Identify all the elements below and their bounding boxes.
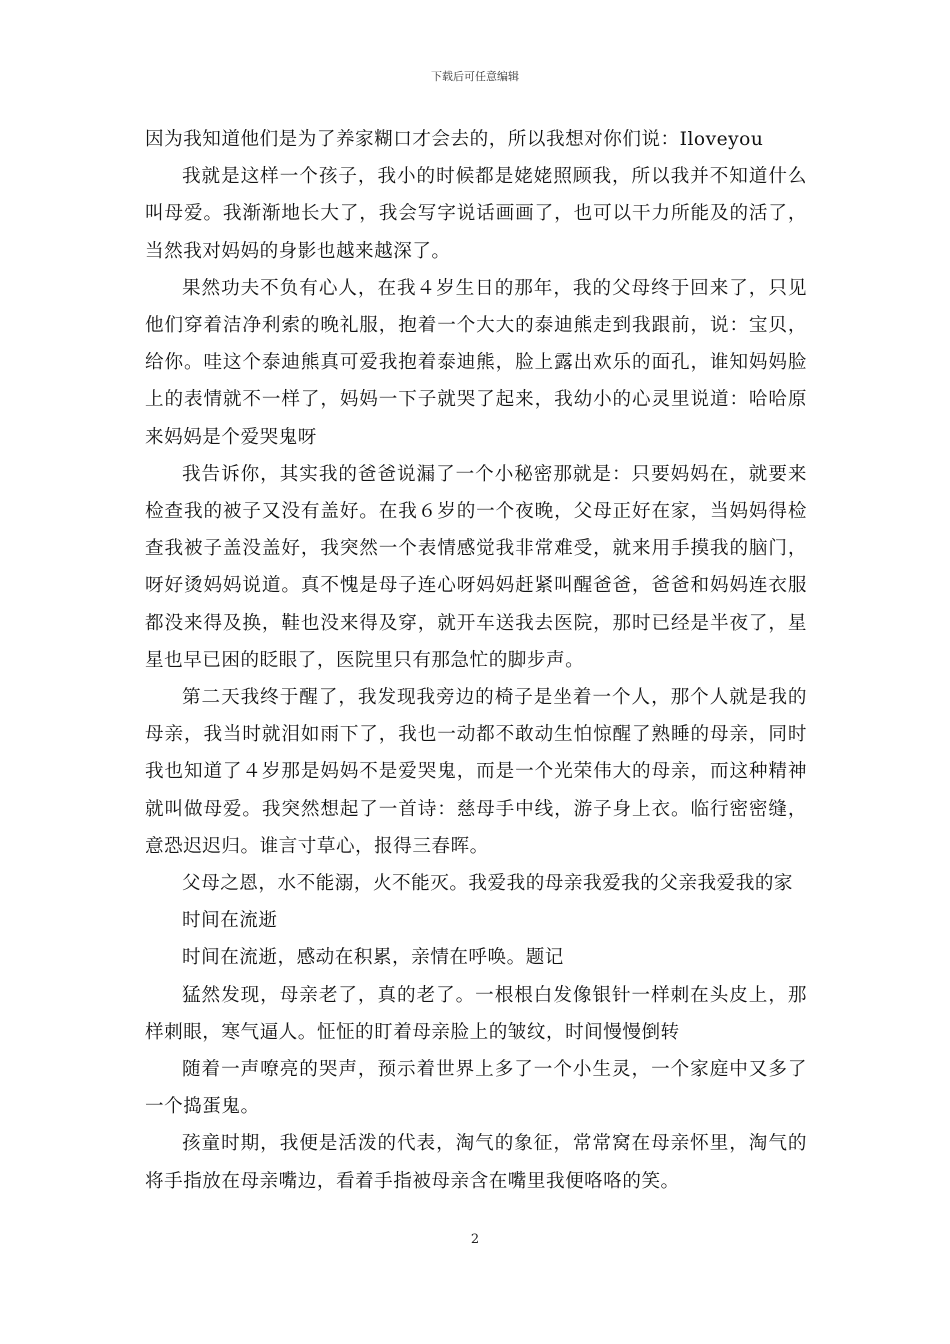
section-title: 时间在流逝	[182, 910, 278, 932]
document-body	[145, 121, 807, 1200]
paragraph-3: 果然功夫不负有心人，在我４岁生日的那年，我的父母终于回来了，只见他们穿着洁净利索的晚礼服，抱着一个大大的泰迪熊走到我跟前，说：宝贝，给你。哇这个泰迪熊真可爱我抱着泰迪熊，脸上露出欢乐的面孔，谁知妈妈脸上的表情就不一样了，妈妈一下子就哭了起来，我幼小的心灵里说道：哈哈原来妈妈是个爱哭鬼呀	[145, 277, 807, 448]
paragraph-4: 我告诉你，其实我的爸爸说漏了一个小秘密那就是：只要妈妈在，就要来检查我的被子又没有盖好。在我６岁的一个夜晚，父母正好在家，当妈妈得检查我被子盖没盖好，我突然一个表情感觉我非常难受，就来用手摸我的脑门，呀好烫妈妈说道。真不愧是母子连心呀妈妈赶紧叫醒爸爸，爸爸和妈妈连衣服都没来得及换，鞋也没来得及穿，就开车送我去医院，那时已经是半夜了，星星也早已困的眨眼了，医院里只有那急忙的脚步声。	[145, 463, 807, 671]
paragraph-9: 孩童时期，我便是活泼的代表，淘气的象征，常常窝在母亲怀里，淘气的将手指放在母亲嘴边，看着手指被母亲含在嘴里我便咯咯的笑。	[145, 1133, 807, 1192]
paragraph-1: 因为我知道他们是为了养家糊口才会去的，所以我想对你们说：Iloveyou	[145, 129, 764, 150]
paragraph-5: 第二天我终于醒了，我发现我旁边的椅子是坐着一个人，那个人就是我的母亲，我当时就泪如雨下了，我也一动都不敢动生怕惊醒了熟睡的母亲，同时我也知道了４岁那是妈妈不是爱哭鬼，而是一个光荣伟大的母亲，而这种精神就叫做母爱。我突然想起了一首诗：慈母手中线，游子身上衣。临行密密缝，意恐迟迟归。谁言寸草心，报得三春晖。	[145, 687, 807, 857]
paragraph-7: 猛然发现，母亲老了，真的老了。一根根白发像银针一样刺在头皮上，那样刺眼，寒气逼人。怔怔的盯着母亲脸上的皱纹，时间慢慢倒转	[145, 984, 807, 1043]
paragraph-2: 我就是这样一个孩子，我小的时候都是姥姥照顾我，所以我并不知道什么叫母爱。我渐渐地长大了，我会写字说话画画了，也可以干力所能及的活了，当然我对妈妈的身影也越来越深了。	[145, 166, 807, 262]
page-header: 下载后可任意编辑	[431, 70, 519, 83]
epigraph: 时间在流逝，感动在积累，亲情在呼唤。题记	[182, 947, 564, 969]
page-number: 2	[470, 1232, 480, 1247]
paragraph-6: 父母之恩，水不能溺，火不能灭。我爱我的母亲我爱我的父亲我爱我的家	[182, 873, 794, 895]
paragraph-8: 随着一声嘹亮的哭声，预示着世界上多了一个小生灵，一个家庭中又多了一个捣蛋鬼。	[145, 1059, 807, 1118]
